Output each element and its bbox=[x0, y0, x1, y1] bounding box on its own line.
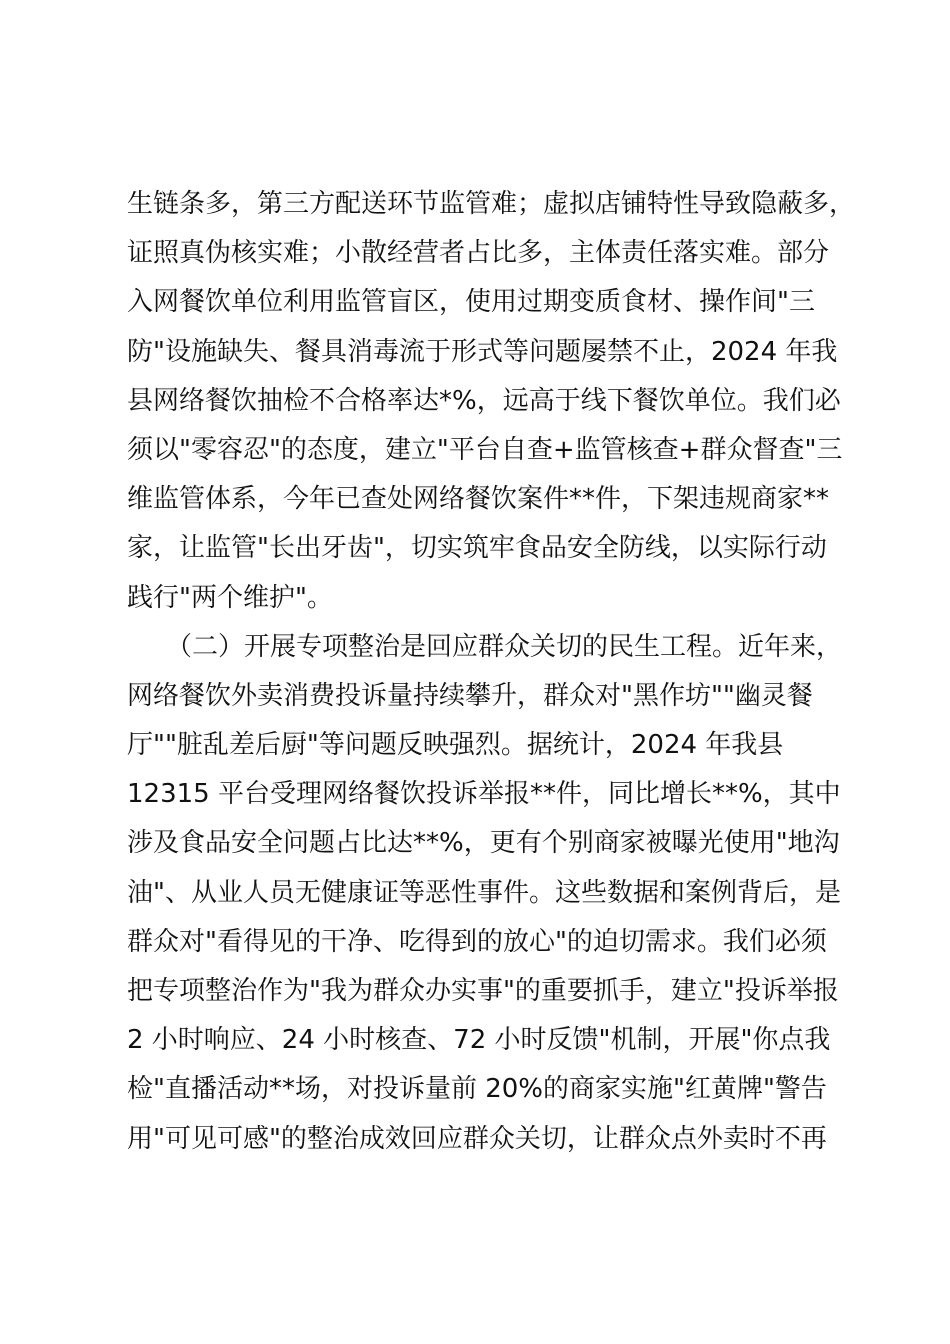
section-heading-line: （二）开展专项整治是回应群众关切的民生工程。近年来， bbox=[127, 631, 843, 662]
text-line: 12315 平台受理网络餐饮投诉举报**件，同比增长**%，其中 bbox=[127, 779, 841, 810]
text-line: 须以"零容忍"的态度，建立"平台自查+监管核查+群众督查"三 bbox=[127, 434, 843, 465]
text-line: 2 小时响应、24 小时核查、72 小时反馈"机制，开展"你点我 bbox=[127, 1025, 831, 1056]
text-line: 践行"两个维护"。 bbox=[127, 582, 333, 613]
text-line: 防"设施缺失、餐具消毒流于形式等问题屡禁不止，2024 年我 bbox=[127, 336, 838, 367]
text-line: 用"可见可感"的整治成效回应群众关切，让群众点外卖时不再 bbox=[127, 1123, 827, 1154]
text-line: 群众对"看得见的干净、吃得到的放心"的迫切需求。我们必须 bbox=[127, 926, 827, 957]
text-line: 网络餐饮外卖消费投诉量持续攀升，群众对"黑作坊""幽灵餐 bbox=[127, 680, 813, 711]
text-line: 油"、从业人员无健康证等恶性事件。这些数据和案例背后，是 bbox=[127, 877, 841, 908]
text-line: 家，让监管"长出牙齿"，切实筑牢食品安全防线，以实际行动 bbox=[127, 533, 827, 564]
text-line: 涉及食品安全问题占比达**%，更有个别商家被曝光使用"地沟 bbox=[127, 828, 840, 859]
text-line: 检"直播活动**场，对投诉量前 20%的商家实施"红黄牌"警告 bbox=[127, 1074, 827, 1105]
text-line: 厅""脏乱差后厨"等问题反映强烈。据统计，2024 年我县 bbox=[127, 730, 784, 761]
text-line: 维监管体系，今年已查处网络餐饮案件**件，下架违规商家** bbox=[127, 484, 830, 515]
document-body bbox=[127, 180, 856, 1164]
text-line: 生链条多，第三方配送环节监管难；虚拟店铺特性导致隐蔽多， bbox=[127, 189, 856, 219]
text-line: 县网络餐饮抽检不合格率达*%，远高于线下餐饮单位。我们必 bbox=[127, 385, 841, 416]
text-line: 证照真伪核实难；小散经营者占比多，主体责任落实难。部分 bbox=[127, 238, 830, 269]
text-line: 把专项整治作为"我为群众办实事"的重要抓手，建立"投诉举报 bbox=[127, 976, 839, 1006]
text-line: 入网餐饮单位利用监管盲区，使用过期变质食材、操作间"三 bbox=[127, 287, 815, 318]
